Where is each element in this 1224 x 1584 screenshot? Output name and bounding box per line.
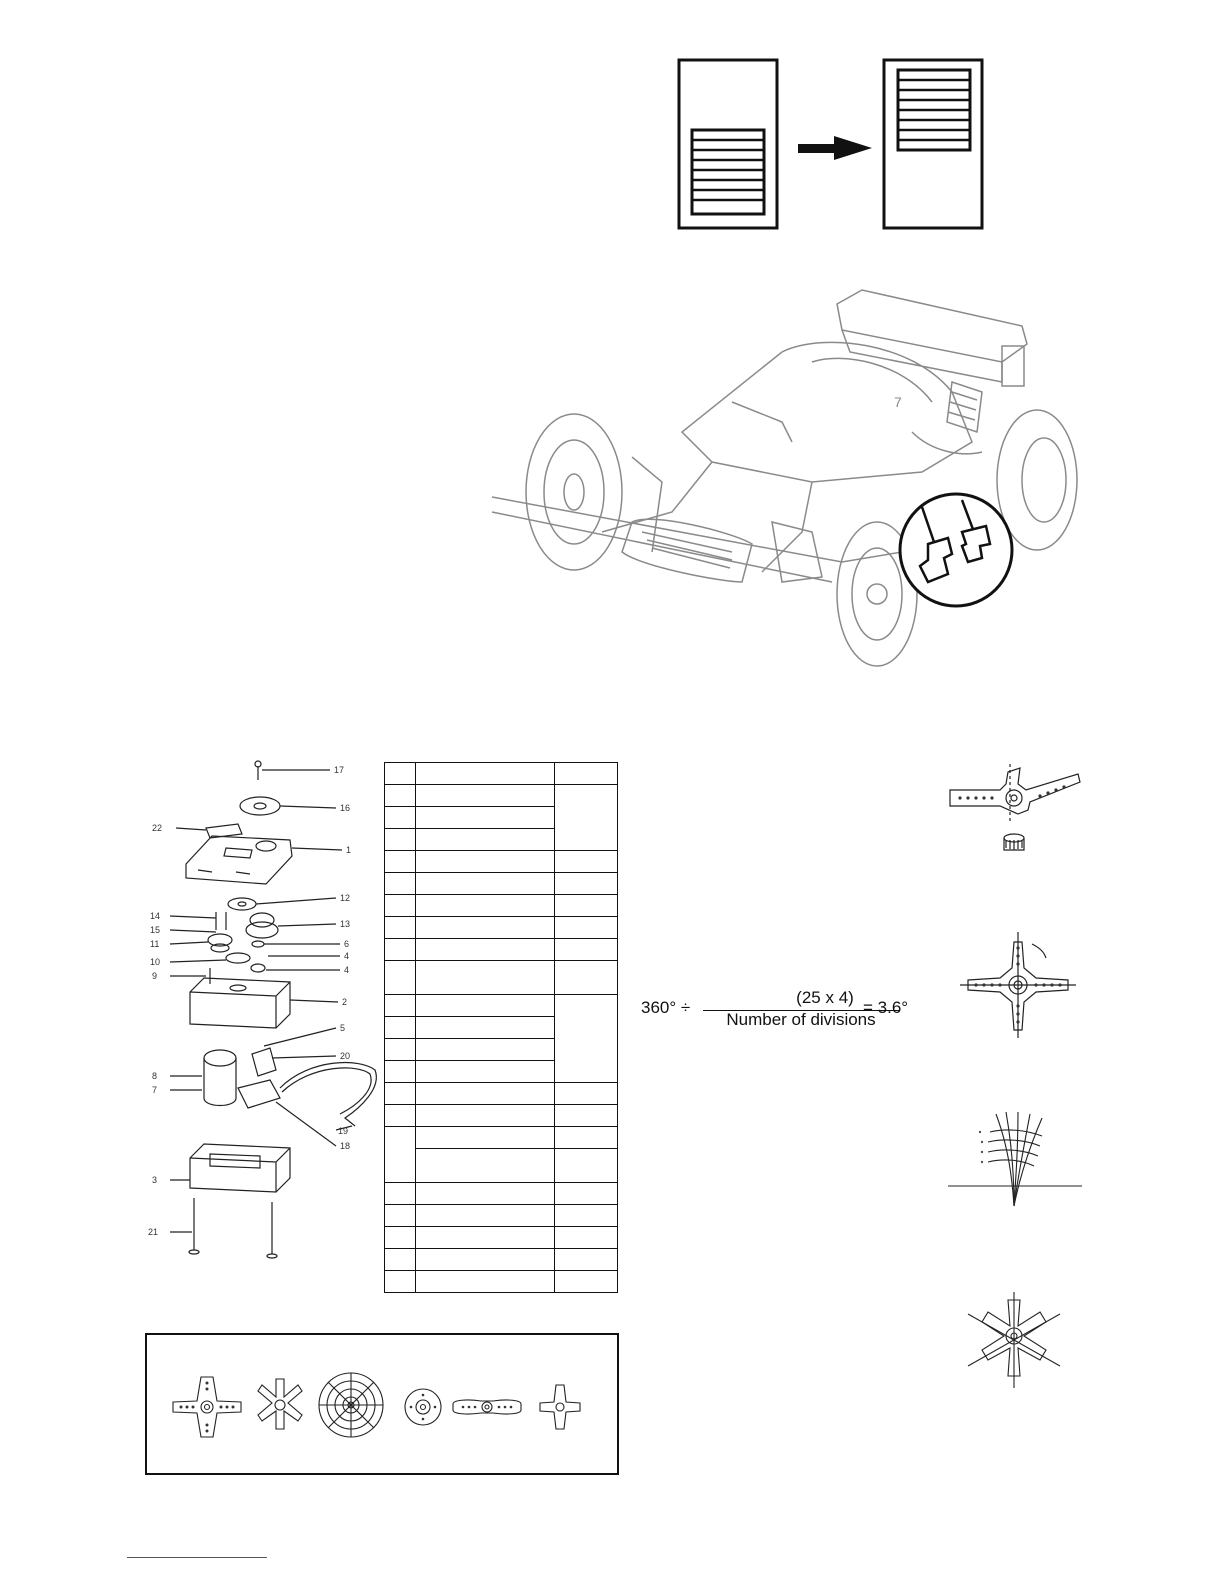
callout-5: 5 <box>340 1023 346 1033</box>
callout-4a: 4 <box>344 951 350 961</box>
callout-4b: 4 <box>344 965 350 975</box>
servo-position-diagram <box>676 56 1016 234</box>
servo-exploded-view <box>140 758 390 1263</box>
footer-rule <box>127 1557 267 1558</box>
callout-3: 3 <box>152 1175 158 1185</box>
callout-7: 7 <box>152 1085 158 1095</box>
callout-14: 14 <box>150 911 161 921</box>
callout-21: 21 <box>148 1227 159 1237</box>
division-formula <box>641 988 941 1032</box>
callout-17: 17 <box>334 765 345 775</box>
callout-12: 12 <box>340 893 351 903</box>
callout-18: 18 <box>340 1141 351 1151</box>
formula-result: = 3.6° <box>863 998 909 1017</box>
callout-8: 8 <box>152 1071 158 1081</box>
connector-detail-magnifier <box>900 494 1012 606</box>
cross-horn-diagram <box>956 930 1080 1040</box>
callout-13: 13 <box>340 919 351 929</box>
parts-table <box>384 762 618 1293</box>
six-arm-horn-diagram <box>962 1290 1066 1390</box>
callout-19: 19 <box>338 1126 349 1136</box>
callout-9: 9 <box>152 971 158 981</box>
callout-16: 16 <box>340 803 351 813</box>
right-arrow-icon <box>798 136 872 160</box>
svg-text:7: 7 <box>894 394 902 410</box>
callout-22: 22 <box>152 823 163 833</box>
horn-with-spline-diagram <box>944 760 1084 856</box>
callout-20: 20 <box>340 1051 351 1061</box>
callout-11: 11 <box>150 939 160 949</box>
formula-numerator: (25 x 4) <box>796 988 854 1007</box>
callout-10: 10 <box>150 957 161 967</box>
formula-denominator: Number of divisions <box>726 1010 876 1029</box>
adjustment-angle-diagram <box>944 1106 1084 1210</box>
callout-6: 6 <box>344 939 350 949</box>
callout-1: 1 <box>346 845 352 855</box>
callout-15: 15 <box>150 925 161 935</box>
buggy-car-illustration <box>482 282 1082 674</box>
formula-lhs: 360° ÷ <box>641 998 691 1017</box>
servo-horn-assortment <box>145 1333 619 1475</box>
callout-2: 2 <box>342 997 348 1007</box>
